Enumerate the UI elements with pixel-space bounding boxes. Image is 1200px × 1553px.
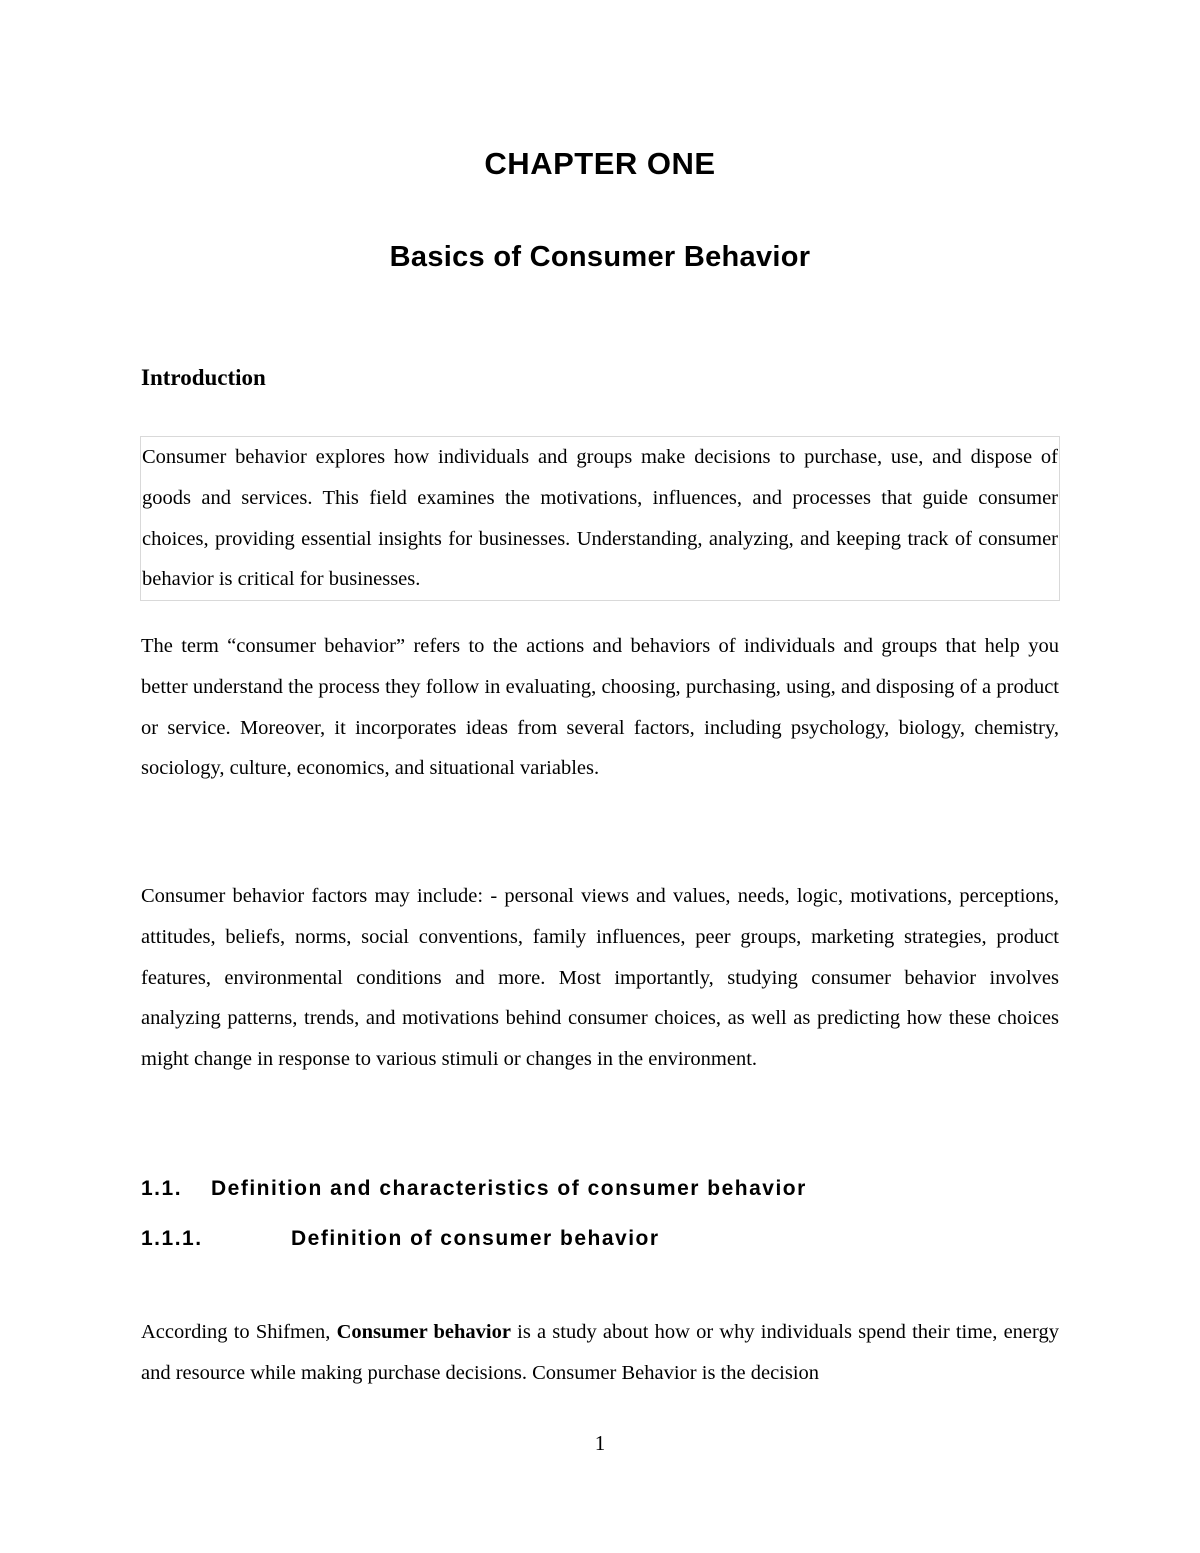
page-number: 1 (594, 1431, 606, 1455)
definition-paragraph (141, 1312, 1059, 1394)
section-number: 1.1. (141, 1177, 183, 1200)
section-heading-1-1 (141, 1174, 807, 1204)
section-title: Definition of consumer behavior (291, 1227, 660, 1250)
definition-term: Consumer behavior (336, 1321, 511, 1343)
definition-prefix: According to Shifmen, (141, 1321, 337, 1343)
section-title: Definition and characteristics of consumer behavior (211, 1177, 807, 1200)
section-number: 1.1.1. (141, 1227, 203, 1250)
introduction-heading: Introduction (141, 365, 266, 390)
chapter-title: CHAPTER ONE (484, 146, 716, 181)
section-heading-1-1-1 (141, 1224, 660, 1254)
chapter-subtitle: Basics of Consumer Behavior (389, 241, 811, 273)
intro-paragraph-1: Consumer behavior explores how individuals and groups make decisions to purchase, use, and dispose of goods and services. This field examines the motivations, influences, and processes that guide consumer choices, providing essential insights for businesses. Understanding, analyzing, and keeping track of consumer behavior is critical for businesses. (140, 436, 1060, 601)
definition-suffix: is a study about how or why individuals spend their time, energy and resource while making purchase decisions. Consumer Behavior is the decision (141, 1321, 1059, 1384)
intro-paragraph-3: Consumer behavior factors may include: - personal views and values, needs, logic, motivations, perceptions, attitudes, beliefs, norms, social conventions, family influences, peer groups, marketing strategies, product features, environmental conditions and more. Most importantly, studying consumer behavior involves analyzing patterns, trends, and motivations behind consumer choices, as well as predicting how these choices might change in response to various stimuli or changes in the environment. (141, 885, 1059, 1071)
intro-paragraph-2: The term “consumer behavior” refers to the actions and behaviors of individuals and groups that help you better understand the process they follow in evaluating, choosing, purchasing, using, and disposing of a product or service. Moreover, it incorporates ideas from several factors, including psychology, biology, chemistry, sociology, culture, economics, and situational variables. (141, 635, 1059, 780)
